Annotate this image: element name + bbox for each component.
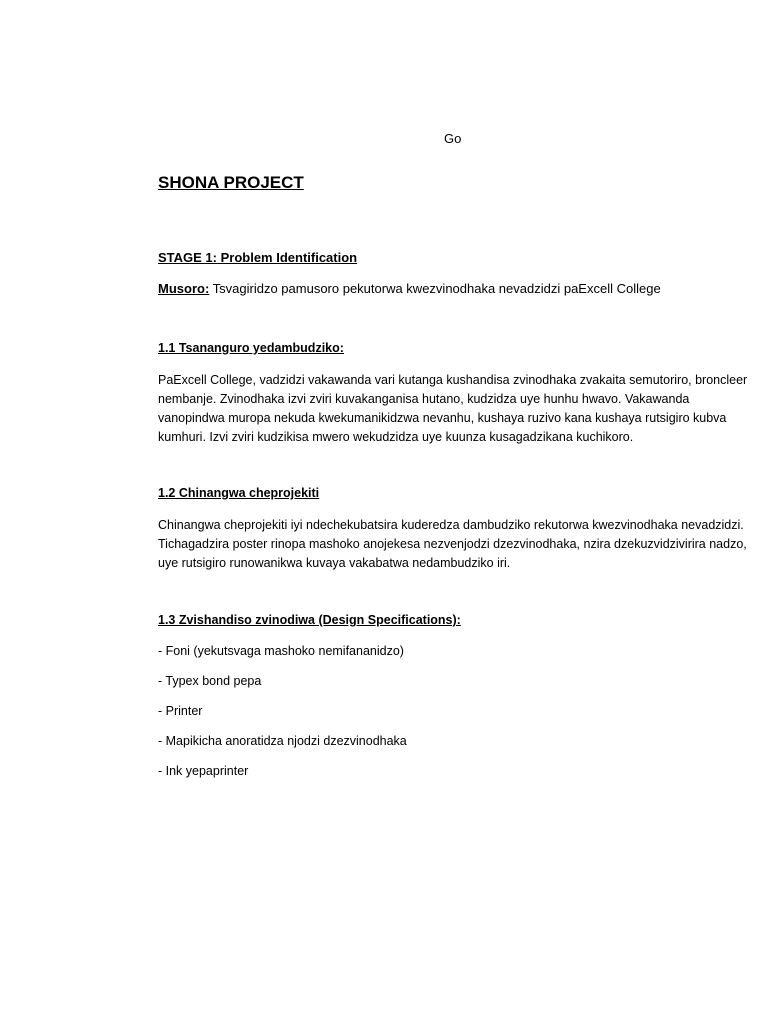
- section-body-1-1: PaExcell College, vadzidzi vakawanda vari kutanga kushandisa zvinodhaka zvakaita semutoriro, broncleer nembanje. Zvinodhaka izvi zviri kuvakanganisa hutano, kudzidza uye hunhu hwavo. Vakawanda vanopindwa muropa nekuda kwekumanikidzwa nevanhu, kushaya ruzivo kana kushaya rutsigiro kubva kumhuri. Izvi zviri kudzikisa mwero wekudzidza uye kuunza kusagadzikana kuchikoro.: [158, 373, 748, 444]
- section-heading-1-3: 1.3 Zvishandiso zvinodiwa (Design Specifications):: [158, 613, 461, 627]
- header-text: Go: [444, 131, 462, 146]
- section-body-1-2: Chinangwa cheprojekiti iyi ndechekubatsira kuderedza dambudziko rekutorwa kwezvinodhaka nevadzidzi. Tichagadzira poster rinopa mashoko anojekesa nezvenjodzi dzezvinodhaka, nzira dzekuzvidzivirira nadzo, uye rutsigiro runowanikwa kuvaya vakabatwa nedambudziko iri.: [158, 518, 747, 570]
- topic-line: [158, 281, 661, 296]
- section-heading-1-2: 1.2 Chinangwa cheprojekiti: [158, 486, 320, 500]
- spec-item: - Ink yepaprinter: [158, 764, 249, 778]
- spec-item: - Foni (yekutsvaga mashoko nemifananidzo): [158, 644, 404, 658]
- topic-text: Tsvagiridzo pamusoro pekutorwa kwezvinodhaka nevadzidzi paExcell College: [209, 281, 661, 296]
- section-heading-1-1: 1.1 Tsananguro yedambudziko:: [158, 341, 344, 355]
- spec-item: - Printer: [158, 704, 203, 718]
- topic-label: Musoro:: [158, 281, 210, 296]
- document-title: SHONA PROJECT: [158, 173, 304, 192]
- spec-item: - Mapikicha anoratidza njodzi dzezvinodhaka: [158, 734, 407, 748]
- spec-item: - Typex bond pepa: [158, 674, 262, 688]
- stage-heading: STAGE 1: Problem Identification: [158, 250, 358, 265]
